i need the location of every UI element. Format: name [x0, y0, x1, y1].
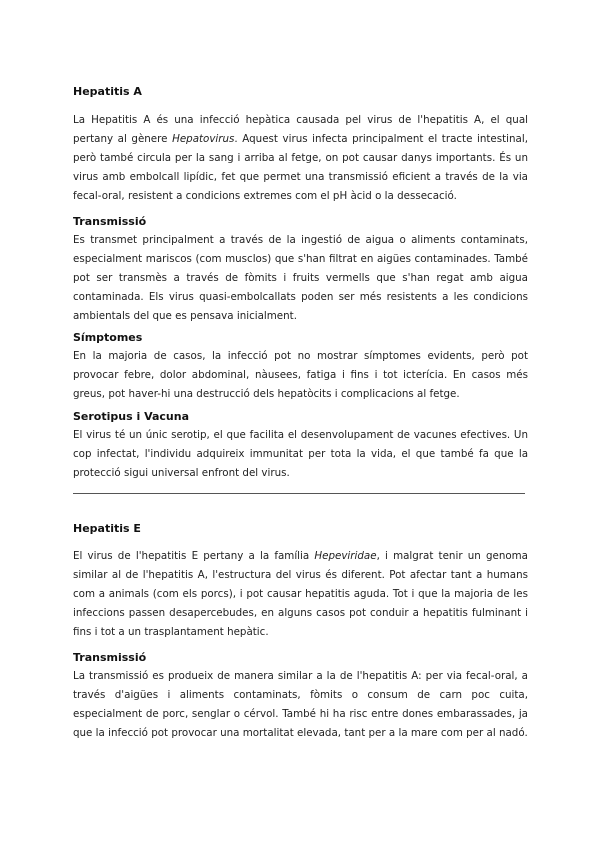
hepatitis-a-symptoms: [73, 330, 528, 404]
subsection-text: El virus té un únic serotip, el que facilita el desenvolupament de vacunes efectives. Un cop infectat, l'individu adquireix immunitat per tota la vida, el que també fa que la protecció sigui universal enfront del virus.: [73, 429, 528, 479]
hepatitis-e-intro: [73, 547, 528, 642]
subsection-title: Símptomes: [73, 331, 143, 344]
subsection-text: En la majoria de casos, la infecció pot no mostrar símptomes evidents, però pot provocar febre, dolor abdominal, nàusees, fatiga i fins i tot icterícia. En casos més greus, pot haver-hi una destrucció dels hepatòcits i complicacions al fetge.: [73, 350, 528, 400]
subsection-title: Transmissió: [73, 215, 147, 228]
intro-text-part-2: . Aquest virus infecta principalment el tracte intestinal, però també circula per la sang i arriba al fetge, on pot causar danys importants. És un virus amb embolcall lipídic, fet que permet una transmissió eficient a través de la via fecal-oral, resistent a condicions extremes com el pH àcid o la dessecació.: [73, 133, 528, 202]
intro-text-part-2: , i malgrat tenir un genoma similar al de l'hepatitis A, l'estructura del virus és diferent. Pot afectar tant a humans com a animals (com els porcs), i pot causar hepatitis aguda. Tot i que la majoria de les infeccions passen desapercebudes, en alguns casos pot conduir a hepatitis fulminant i fins i tot a un trasplantament hepàtic.: [73, 550, 528, 638]
subsection-text: La transmissió es produeix de manera similar a la de l'hepatitis A: per via fecal-oral, a través d'aigües i aliments contaminats, fòmits o consum de carn poc cuita, especialment de porc, senglar o cérvol. També hi ha risc entre dones embarassades, ja que la infecció pot provocar una mortalitat elevada, tant per a la mare com per al nadó.: [73, 670, 528, 739]
subsection-text: Es transmet principalment a través de la ingestió de aigua o aliments contaminats, especialment mariscos (com musclos) que s'han filtrat en aigües contaminades. També pot ser transmès a través de fòmits i fruits vermells que s'han regat amb aigua contaminada. Els virus quasi-embolcallats poden ser més resistents a les condicions ambientals del que es pensava inicialment.: [73, 234, 528, 322]
subsection-title: Transmissió: [73, 651, 147, 664]
hepatitis-a-transmission: [73, 214, 528, 326]
intro-text-part-1: El virus de l'hepatitis E pertany a la família: [73, 550, 315, 562]
section-title-hepatitis-e: Hepatitis E: [73, 522, 141, 535]
family-name: Hepeviridae: [314, 550, 377, 562]
section-title-hepatitis-a: Hepatitis A: [73, 85, 142, 98]
intro-text-part-1: La Hepatitis A és una infecció hepàtica causada pel virus de l'hepatitis A, el qual pertany al gènere: [73, 114, 528, 145]
hepatitis-a-intro: [73, 111, 528, 206]
hepatitis-e-transmission: [73, 650, 528, 743]
hepatitis-a-serotype-vaccine: [73, 409, 528, 483]
subsection-title: Serotipus i Vacuna: [73, 410, 190, 423]
section-divider: [73, 493, 525, 494]
genus-name: Hepatovirus: [172, 133, 235, 145]
